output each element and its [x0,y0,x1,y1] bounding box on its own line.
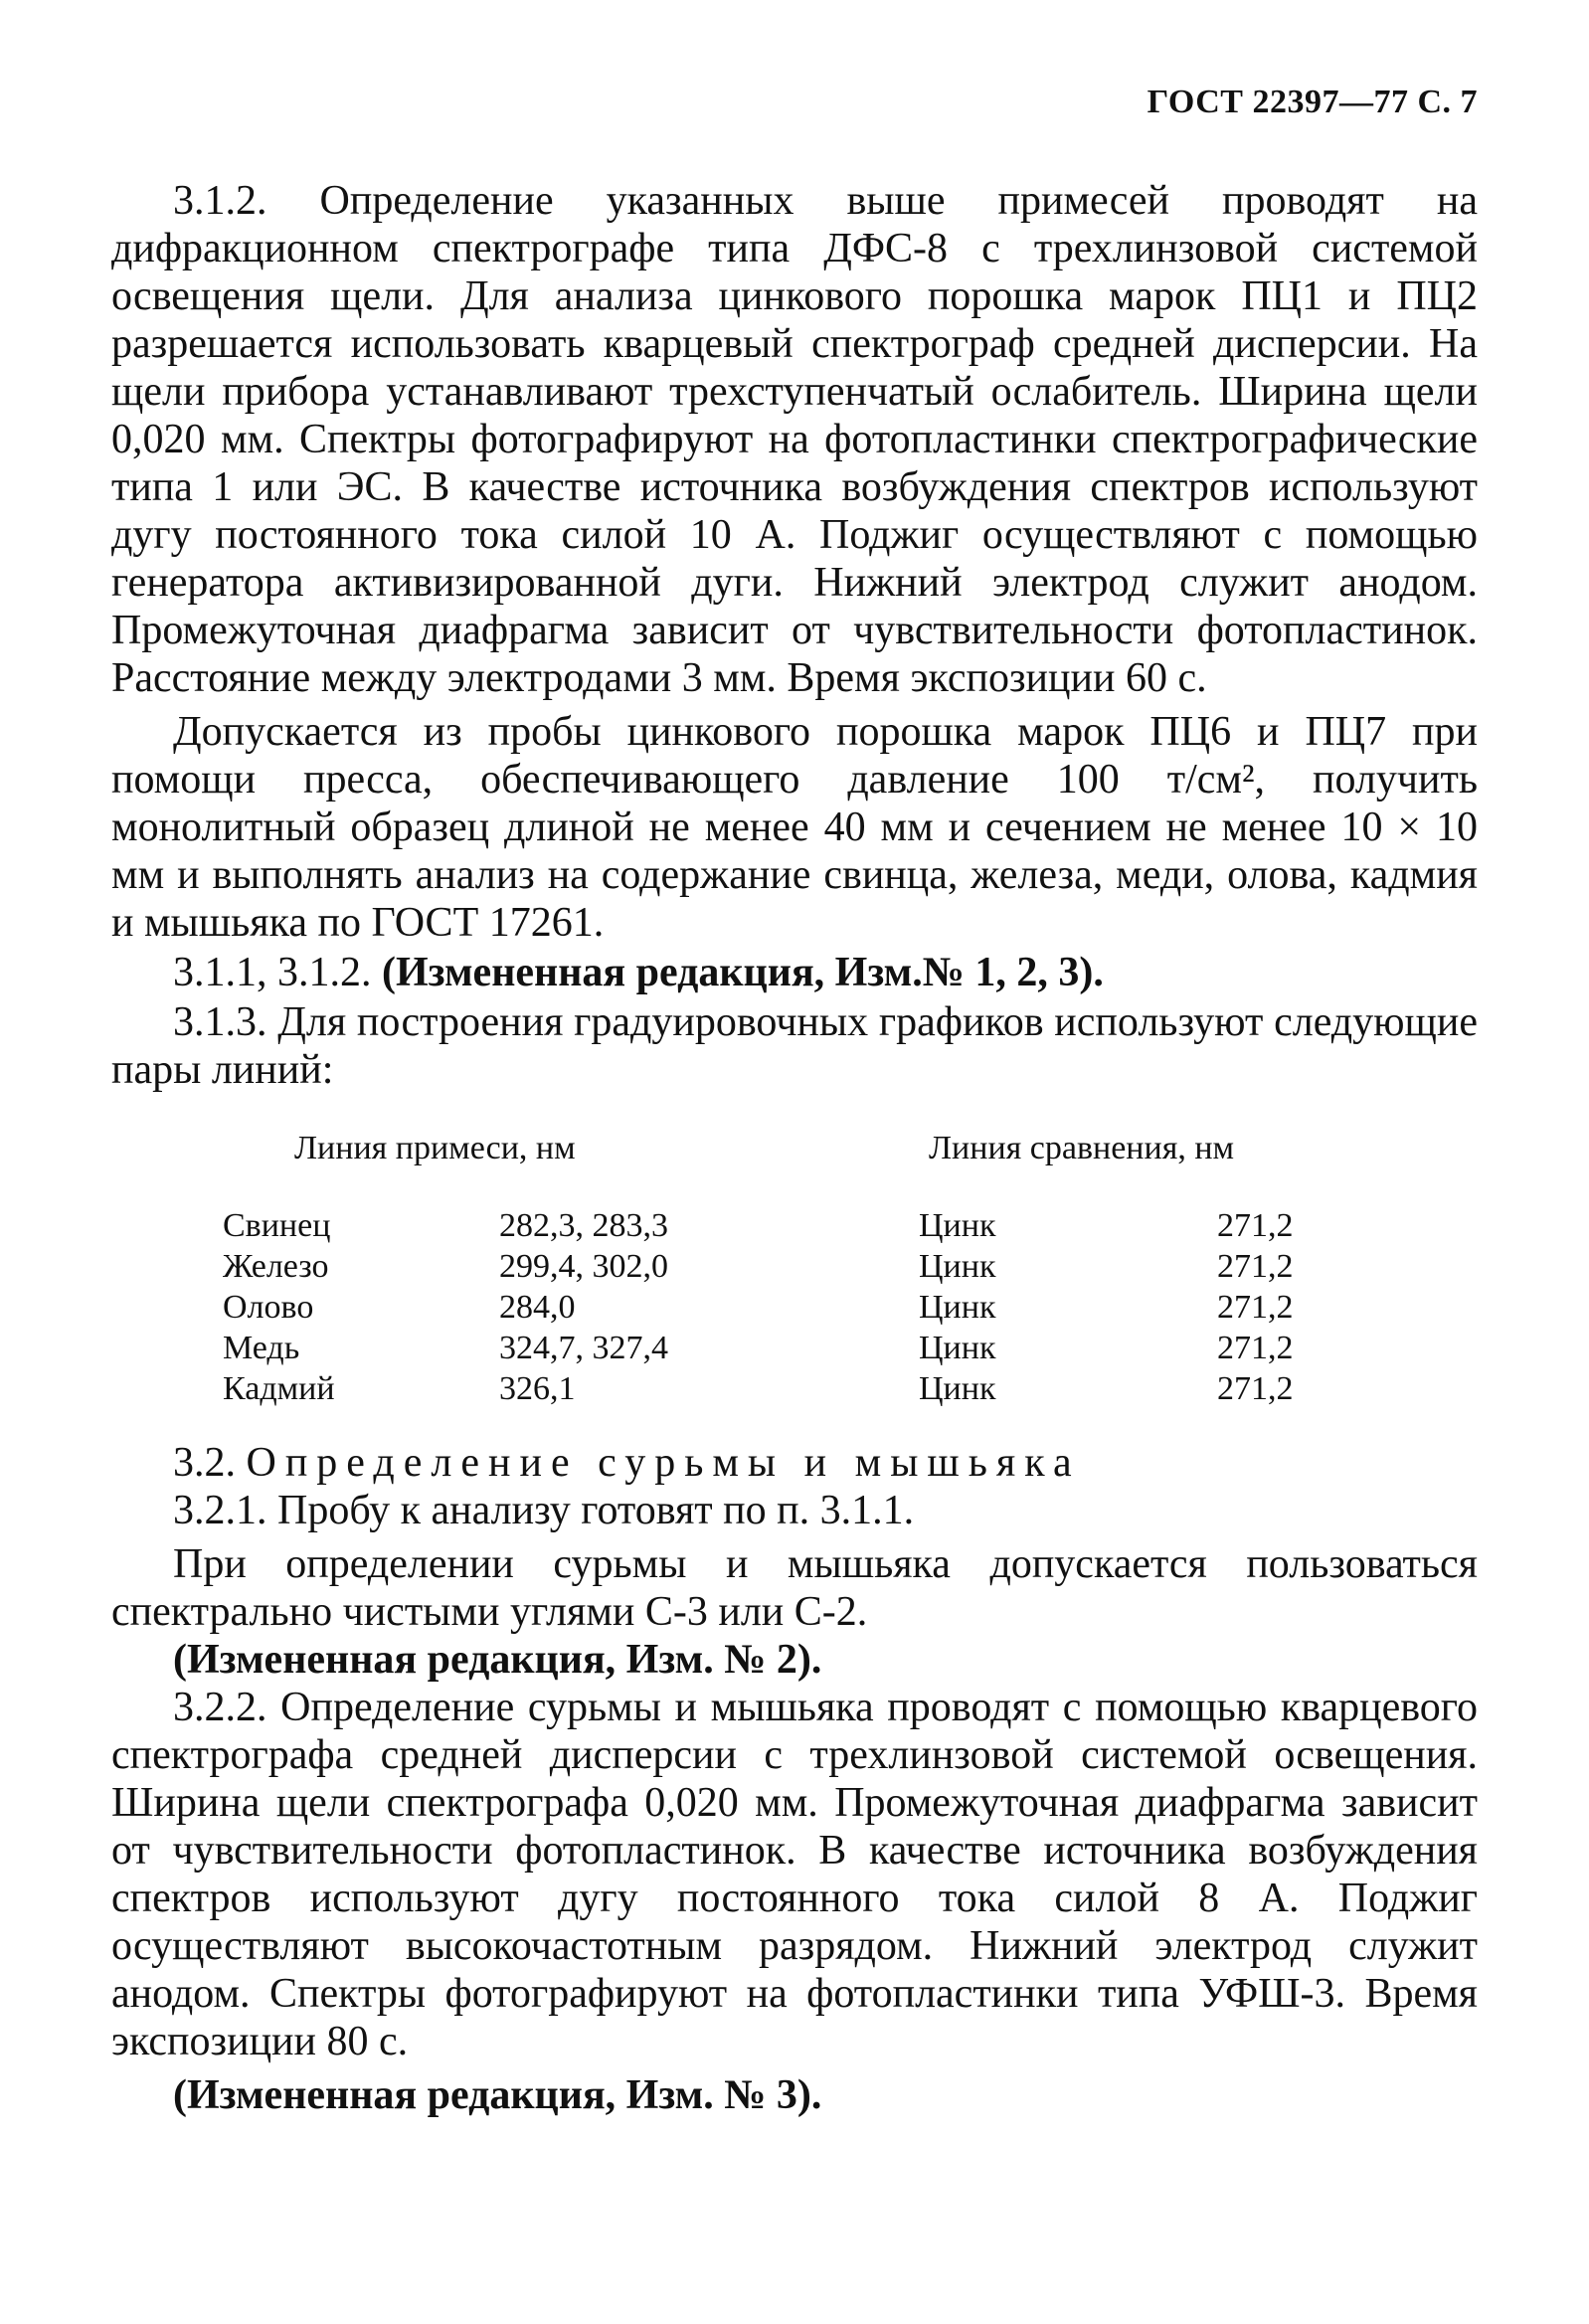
paragraph-3-2-1: 3.2.1. Пробу к анализу готовят по п. 3.1.1. [173,1488,915,1533]
impurity-line-nm: 299,4, 302,0 [499,1248,668,1285]
element-name: Медь [223,1330,300,1366]
page-header: ГОСТ 22397—77 С. 7 [1147,84,1478,120]
table-row [223,1328,1396,1368]
reference-line-nm: 271,2 [1217,1248,1294,1285]
column-header-reference: Линия сравнения, нм [929,1130,1235,1166]
paragraph-carbon-electrodes: При определении сурьмы и мышьяка допускается пользоваться спектрально чистыми углями С-3 или С-2. [111,1541,1478,1635]
impurity-line-nm: 282,3, 283,3 [499,1207,668,1244]
reference-element: Цинк [919,1289,996,1326]
document-body [111,177,1478,2119]
column-header-impurity: Линия примеси, нм [294,1130,576,1166]
section-heading-3-2 [111,1439,1478,1487]
reference-element: Цинк [919,1370,996,1407]
amendment-note-1 [111,949,1478,996]
element-name: Олово [223,1289,314,1326]
table-row [223,1368,1396,1409]
section-number: 3.2. [173,1440,236,1486]
impurity-line-nm: 284,0 [499,1289,576,1326]
amendment-prefix: 3.1.1, 3.1.2. [173,950,372,995]
paragraph-sample-press: Допускается из пробы цинкового порошка марок ПЦ6 и ПЦ7 при помощи пресса, обеспечивающего давление 100 т/см², получить монолитный образец длиной не менее 40 мм и сечением не менее 10 × 10 мм и выполнять анализ на содержание свинца, железа, меди, олова, кадмия и мышьяка по ГОСТ 17261. [111,709,1478,946]
paragraph-3-2-2: 3.2.2. Определение сурьмы и мышьяка проводят с помощью кварцевого спектрографа средней дисперсии с трехлинзовой системой освещения. Ширина щели спектрографа 0,020 мм. Промежуточная диафрагма зависит от чувствительности фотопластинок. В качестве источника возбуждения спектров используют дугу постоянного тока силой 8 А. Поджиг осуществляют высокочастотным разрядом. Нижний электрод служит анодом. Спектры фотографируют на фотопластинки типа УФШ-3. Время экспозиции 80 с. [111,1685,1478,2064]
impurity-line-nm: 324,7, 327,4 [499,1330,668,1366]
reference-line-nm: 271,2 [1217,1207,1294,1244]
reference-element: Цинк [919,1207,996,1244]
reference-element: Цинк [919,1248,996,1285]
table-row [223,1287,1396,1328]
reference-element: Цинк [919,1330,996,1366]
impurity-line-nm: 326,1 [499,1370,576,1407]
table-row [223,1205,1396,1246]
paragraph-3-1-2: 3.1.2. Определение указанных выше примесей проводят на дифракционном спектрографе типа ДФС-8 с трехлинзовой системой освещения щели. Для анализа цинкового порошка марок ПЦ1 и ПЦ2 разрешается использовать кварцевый спектрограф средней дисперсии. На щели прибора устанавливают трехступенчатый ослабитель. Ширина щели 0,020 мм. Спектры фотографируют на фотопластинки спектрографические типа 1 или ЭС. В качестве источника возбуждения спектров используют дугу постоянного тока силой 10 А. Поджиг осуществляют с помощью генератора активизированной дуги. Нижний электрод служит анодом. Промежуточная диафрагма зависит от чувствительности фотопластинок. Расстояние между электродами 3 мм. Время экспозиции 60 с. [111,178,1478,701]
paragraph-3-1-3: 3.1.3. Для построения градуировочных графиков используют следующие пары линий: [111,999,1478,1093]
reference-line-nm: 271,2 [1217,1370,1294,1407]
amendment-bold: (Измененная редакция, Изм.№ 1, 2, 3). [382,950,1104,995]
amendment-note-3: (Измененная редакция, Изм. № 3). [173,2072,822,2118]
table-row [223,1246,1396,1287]
element-name: Кадмий [223,1370,335,1407]
element-name: Свинец [223,1207,331,1244]
section-title: Определение сурьмы и мышьяка [246,1440,1081,1486]
element-name: Железо [223,1248,329,1285]
reference-line-nm: 271,2 [1217,1289,1294,1326]
table-body [223,1205,1396,1409]
spectral-lines-table [223,1128,1396,1409]
reference-line-nm: 271,2 [1217,1330,1294,1366]
table-header [223,1128,1396,1183]
amendment-note-2: (Измененная редакция, Изм. № 2). [173,1637,822,1683]
